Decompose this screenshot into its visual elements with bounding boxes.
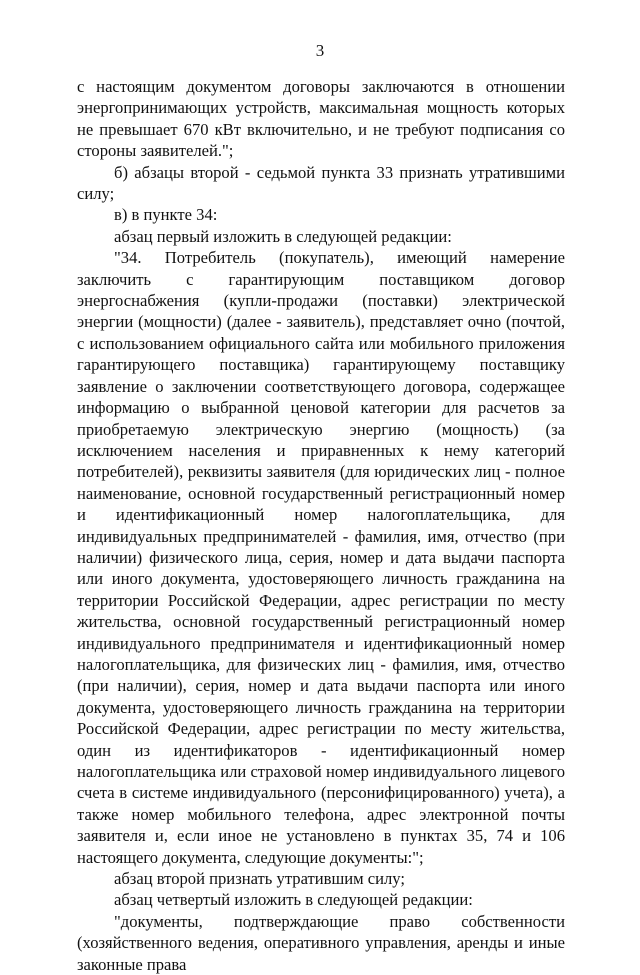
paragraph-documents: "документы, подтверждающие право собственности (хозяйственного ведения, оперативного управления, аренды и иные законные права bbox=[77, 911, 565, 974]
paragraph-point-34: "34. Потребитель (покупатель), имеющий намерение заключить с гарантирующим поставщиком договор энергоснабжения (купли-продажи (поставки) электрической энергии (мощности) (далее - заявитель), представляет очно (почтой, с использованием официального сайта или мобильного приложения гарантирующего поставщика) гарантирующему поставщику заявление о заключении соответствующего договора, содержащее информацию о выбранной ценовой категории для расчетов за приобретаемую электрическую энергию (мощность) (за исключением населения и приравненных к нему категорий потребителей), реквизиты заявителя (для юридических лиц - полное наименование, основной государственный регистрационный номер и идентификационный номер налогоплательщика, для индивидуальных предпринимателей - фамилия, имя, отчество (при наличии) физического лица, серия, номер и дата выдачи паспорта или иного документа, удостоверяющего личность гражданина на территории Российской Федерации, адрес регистрации по месту жительства, основной государственный регистрационный номер индивидуального предпринимателя и идентификационный номер налогоплательщика, для физических лиц - фамилия, имя, отчество (при наличии), серия, номер и дата выдачи паспорта или иного документа, удостоверяющего личность гражданина на территории Российской Федерации, адрес регистрации по месту жительства, один из идентификаторов - идентификационный номер налогоплательщика или страховой номер индивидуального лицевого счета в системе индивидуального (персонифицированного) учета), а также номер мобильного телефона, адрес электронной почты заявителя и, если иное не установлено в пунктах 35, 74 и 106 настоящего документа, следующие документы:"; bbox=[77, 248, 565, 867]
paragraph-second-abzac: абзац второй признать утратившим силу; bbox=[114, 869, 405, 889]
paragraph-continuation: с настоящим документом договоры заключаются в отношении энергопринимающих устройств, максимальная мощность которых не превышает 670 кВт включительно, и не требуют подписания со стороны заявителей."; bbox=[77, 77, 565, 161]
page-number: 3 bbox=[315, 41, 325, 60]
paragraph-item-v: в) в пункте 34: bbox=[114, 205, 218, 225]
paragraph-first-abzac: абзац первый изложить в следующей редакции: bbox=[114, 226, 452, 246]
paragraph-item-b: б) абзацы второй - седьмой пункта 33 признать утратившими силу; bbox=[77, 162, 565, 204]
document-body bbox=[77, 76, 565, 975]
paragraph-fourth-abzac: абзац четвертый изложить в следующей редакции: bbox=[114, 890, 473, 910]
